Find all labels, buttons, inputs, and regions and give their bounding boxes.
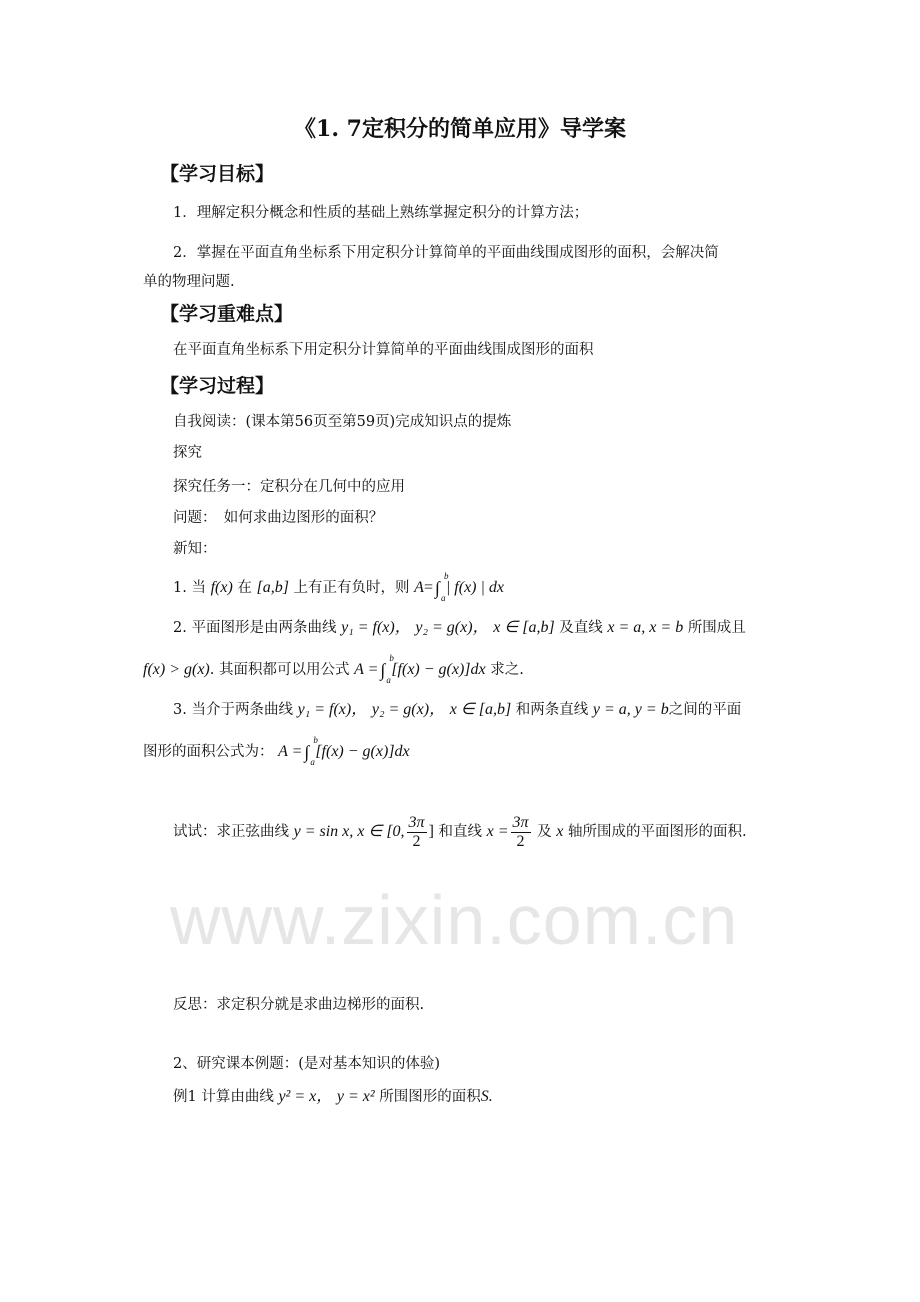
denominator: 2 — [412, 832, 421, 850]
fraction — [511, 814, 531, 851]
math: ] — [428, 823, 434, 840]
heading-process: 【学习过程】 — [160, 375, 275, 397]
knowledge-3 — [173, 700, 741, 720]
text: 求之. — [490, 662, 524, 678]
reflect-text: 反思：求定积分就是求曲边梯形的面积. — [173, 997, 425, 1013]
lower-limit: a — [440, 593, 446, 603]
math: A — [414, 579, 424, 596]
lower-limit: a — [386, 675, 391, 685]
try-problem — [173, 812, 747, 852]
watermark: www.zixin.com.cn — [170, 881, 739, 959]
text: 和直线 — [438, 824, 482, 840]
math: y = sin x, x ∈ [0, — [293, 823, 405, 840]
math: x — [556, 823, 564, 840]
fraction — [407, 814, 427, 851]
text: 2. 平面图形是由两条曲线 — [173, 620, 337, 636]
text: 和两条直线 — [515, 702, 589, 718]
text: 轴所围成的平面图形的面积. — [567, 824, 747, 840]
numerator: 3π — [512, 813, 529, 831]
math: y₂ = g(x)， — [415, 619, 489, 636]
upper-limit: b — [443, 571, 449, 581]
math: x = a, x = b — [607, 619, 684, 636]
text: 所围图形的面积 — [379, 1089, 481, 1105]
heading-key: 【学习重难点】 — [160, 303, 294, 325]
math: f(x) > g(x) — [143, 661, 210, 678]
section-2: 2、研究课本例题：(是对基本知识的体验) — [173, 1056, 441, 1072]
math: y₁ = f(x)， — [297, 701, 368, 718]
page-title: 《1. 7定积分的简单应用》导学案 — [294, 116, 626, 142]
math: = — [423, 579, 433, 596]
math: S. — [480, 1088, 493, 1105]
text: 1. 当 — [173, 580, 206, 596]
knowledge-1 — [173, 571, 505, 603]
text: . 其面积都可以用公式 — [209, 662, 350, 678]
math: x ∈ [a,b] — [493, 619, 555, 636]
text: 3. 当介于两条曲线 — [173, 702, 293, 718]
math: [f(x) − g(x)]dx — [315, 743, 410, 760]
upper-limit: b — [389, 653, 394, 663]
math: [f(x) − g(x)]dx — [391, 661, 486, 678]
math: | f(x) | dx — [445, 579, 505, 596]
math: y = a, y = b — [592, 701, 669, 718]
text: 之间的平面 — [668, 702, 742, 718]
math: A = — [354, 661, 379, 678]
math: [a,b] — [256, 579, 289, 596]
text: 及直线 — [559, 620, 603, 636]
new-knowledge-label: 新知： — [173, 541, 217, 557]
key-text: 在平面直角坐标系下用定积分计算简单的平面曲线围成图形的面积 — [173, 342, 594, 358]
math: x = — [486, 823, 509, 840]
integral-sign: ∫ b a — [380, 653, 394, 685]
integral-sign: ∫ b a — [434, 571, 449, 603]
reading-text: 自我阅读：(课本第56页至第59页)完成知识点的提炼 — [173, 414, 512, 430]
goal-2-cont: 单的物理问题. — [143, 274, 235, 290]
task1-text: 探究任务一：定积分在几何中的应用 — [173, 479, 405, 495]
denominator: 2 — [516, 832, 525, 850]
text: 在 — [237, 580, 252, 596]
text: 所围成且 — [687, 620, 746, 636]
math: x ∈ [a,b] — [449, 701, 512, 718]
math: f(x) — [210, 579, 233, 596]
math: y₂ = g(x)， — [371, 701, 446, 718]
math: y² = x， — [278, 1088, 333, 1105]
heading-goals: 【学习目标】 — [160, 163, 275, 185]
example-1 — [173, 1087, 493, 1107]
upper-limit: b — [313, 735, 318, 745]
math: y = x² — [336, 1088, 375, 1105]
text: 例1 计算由曲线 — [173, 1089, 274, 1105]
knowledge-3-cont — [143, 735, 410, 767]
text: 图形的面积公式为： — [143, 744, 274, 760]
text: 及 — [537, 824, 552, 840]
goal-1: 1．理解定积分概念和性质的基础上熟练掌握定积分的计算方法； — [173, 205, 589, 221]
text: 试试：求正弦曲线 — [173, 824, 289, 840]
explore-text: 探究 — [173, 445, 202, 461]
integral-sign: ∫ b a — [304, 735, 318, 767]
knowledge-2-cont — [143, 653, 524, 685]
knowledge-2 — [173, 618, 746, 638]
lower-limit: a — [310, 757, 315, 767]
math: y₁ = f(x)， — [341, 619, 411, 636]
question-text: 问题： 如何求曲边图形的面积？ — [173, 510, 384, 526]
text: 上有正有负时，则 — [293, 580, 410, 596]
math: A = — [278, 743, 303, 760]
numerator: 3π — [408, 813, 425, 831]
goal-2: 2．掌握在平面直角坐标系下用定积分计算简单的平面曲线围成图形的面积，会解决简 — [173, 245, 719, 261]
